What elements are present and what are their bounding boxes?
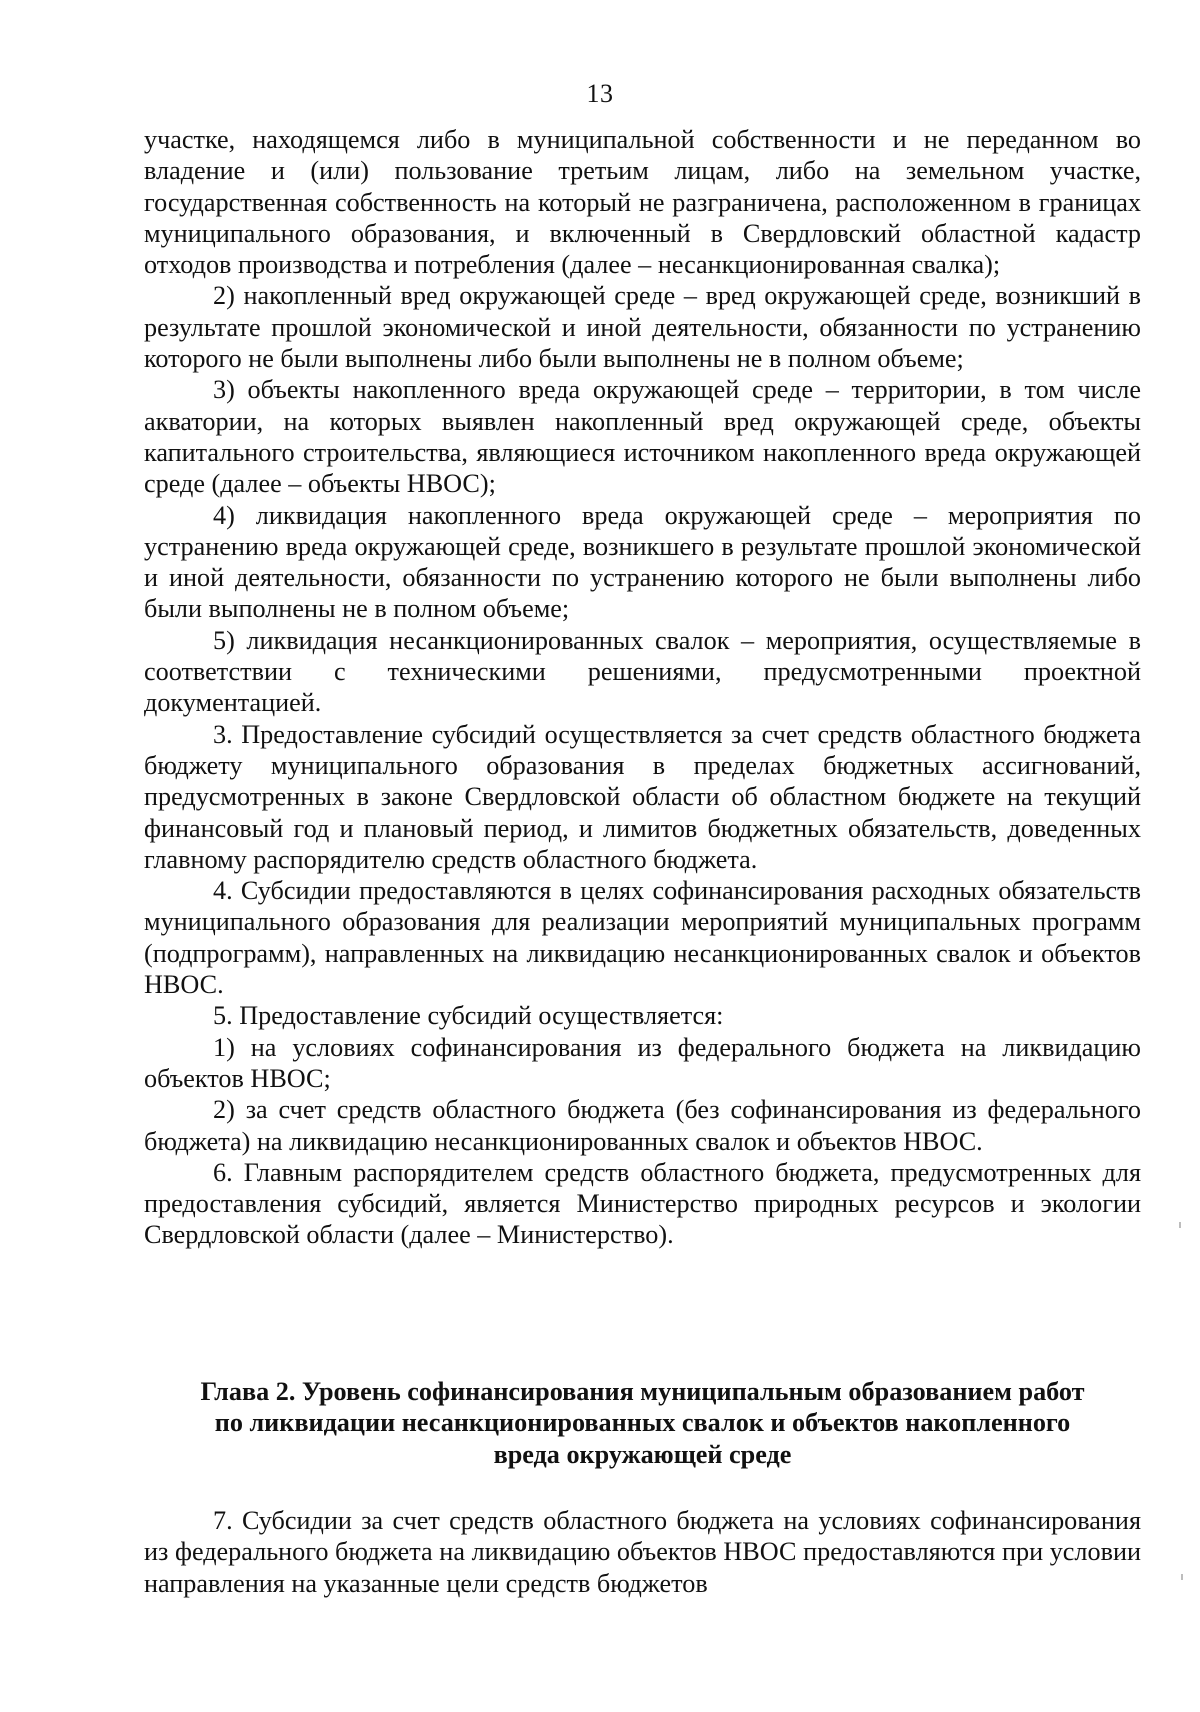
chapter-heading: [144, 1376, 1141, 1470]
paragraph-clause-6: 6. Главным распорядителем средств областного бюджета, предусмотренных для предоставления субсидий, является Министерство природных ресурсов и экологии Свердловской области (далее – Министерство).: [144, 1157, 1141, 1250]
chapter-heading-line-2: по ликвидации несанкционированных свалок и объектов накопленного: [214, 1408, 1071, 1438]
paragraph-clause-5: 5. Предоставление субсидий осуществляется:: [213, 1001, 724, 1031]
paragraph-definition-harm-liquidation: 4) ликвидация накопленного вреда окружающей среде – мероприятия по устранению вреда окружающей среде, возникшего в результате прошлой экономической и иной деятельности, обязанности по устранению которого не были выполнены либо были выполнены не в полном объеме;: [144, 500, 1141, 624]
scan-artifact: [1181, 1574, 1183, 1580]
paragraph-definition-dump-continued: участке, находящемся либо в муниципальной собственности и не переданном во владение и (или) пользование третьим лицам, либо на земельном участке, государственная собственность на который не разграничена, расположенном в границах муниципального образования, и включенный в Свердловский областной кадастр отходов производства и потребления (далее – несанкционированная свалка);: [144, 125, 1141, 280]
paragraph-definition-dump-liquidation: 5) ликвидация несанкционированных свалок – мероприятия, осуществляемые в соответствии с техническими решениями, предусмотренными проектной документацией.: [144, 625, 1141, 718]
document-body: [144, 124, 1141, 1251]
chapter-body: [144, 1505, 1141, 1599]
paragraph-definition-nvos-objects: 3) объекты накопленного вреда окружающей среде – территории, в том числе акватории, на которых выявлен накопленный вред окружающей среде, объекты капитального строительства, являющиеся источником накопленного вреда окружающей среде (далее – объекты НВОС);: [144, 375, 1141, 499]
paragraph-clause-3: 3. Предоставление субсидий осуществляется за счет средств областного бюджета бюджету муниципального образования в пределах бюджетных ассигнований, предусмотренных в законе Свердловской области об областном бюджете на текущий финансовый год и плановый период, и лимитов бюджетных обязательств, доведенных главному распорядителю средств областного бюджета.: [144, 719, 1141, 874]
paragraph-clause-7: 7. Субсидии за счет средств областного бюджета на условиях софинансирования из федерального бюджета на ликвидацию объектов НВОС предоставляются при условии направления на указанные цели средств бюджетов: [144, 1506, 1141, 1598]
chapter-heading-line-3: вреда окружающей среде: [493, 1439, 792, 1469]
paragraph-clause-5-item-2: 2) за счет средств областного бюджета (без софинансирования из федерального бюджета) на ликвидацию несанкционированных свалок и объектов НВОС.: [144, 1095, 1141, 1156]
page-number: 13: [586, 79, 614, 108]
chapter-heading-line-1: Глава 2. Уровень софинансирования муниципальным образованием работ: [200, 1377, 1085, 1406]
scan-artifact: [1179, 1222, 1181, 1228]
paragraph-clause-5-item-1: 1) на условиях софинансирования из федерального бюджета на ликвидацию объектов НВОС;: [144, 1032, 1141, 1093]
paragraph-clause-4: 4. Субсидии предоставляются в целях софинансирования расходных обязательств муниципального образования для реализации мероприятий муниципальных программ (подпрограмм), направленных на ликвидацию несанкционированных свалок и объектов НВОС.: [144, 876, 1141, 1000]
paragraph-definition-accumulated-harm: 2) накопленный вред окружающей среде – вред окружающей среде, возникший в результате прошлой экономической и иной деятельности, обязанности по устранению которого не были выполнены либо были выполнены не в полном объеме;: [144, 281, 1141, 374]
